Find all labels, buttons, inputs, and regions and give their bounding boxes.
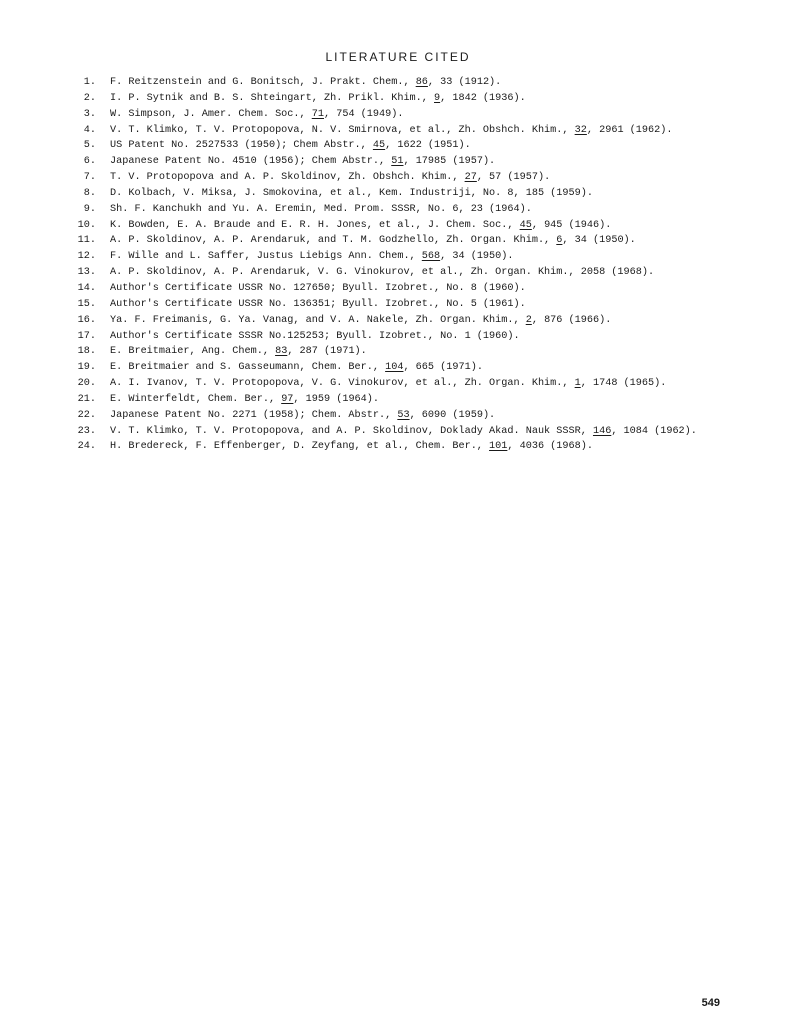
reference-segment: , 57 (1957). xyxy=(476,172,551,184)
reference-item xyxy=(72,439,772,455)
volume-number: 71 xyxy=(311,108,324,120)
reference-segment: , 17985 (1957). xyxy=(403,156,496,168)
reference-number: 2. xyxy=(83,92,96,104)
reference-segment: T. V. Protopopova and A. P. Skoldinov, Zh. Obshch. Khim., xyxy=(110,172,465,184)
reference-item xyxy=(72,154,772,170)
reference-segment: , 876 (1966). xyxy=(531,314,612,326)
reference-item xyxy=(72,123,772,139)
reference-text xyxy=(110,439,593,455)
reference-segment: E. Breitmaier, Ang. Chem., xyxy=(110,346,276,358)
reference-item xyxy=(72,297,772,313)
volume-number: 568 xyxy=(421,251,441,263)
reference-number: 18. xyxy=(77,346,96,358)
reference-text xyxy=(110,107,403,123)
reference-number: 17. xyxy=(77,330,96,342)
reference-segment: Japanese Patent No. 2271 (1958); Chem. Abstr., xyxy=(110,409,398,421)
reference-number: 16. xyxy=(77,314,96,326)
reference-segment: , 1084 (1962). xyxy=(611,425,697,437)
reference-text xyxy=(110,360,483,376)
reference-item xyxy=(72,265,772,281)
reference-item xyxy=(72,344,772,360)
reference-segment: , 287 (1971). xyxy=(287,346,367,358)
reference-item xyxy=(72,91,772,107)
reference-segment: Sh. F. Kanchukh and Yu. A. Eremin, Med. Prom. SSSR, No. 6, 23 (1964). xyxy=(110,203,532,215)
reference-segment: W. Simpson, J. Amer. Chem. Soc., xyxy=(110,108,312,120)
reference-segment: Japanese Patent No. 4510 (1956); Chem Abstr., xyxy=(110,156,392,168)
reference-text xyxy=(110,138,471,154)
reference-item xyxy=(72,233,772,249)
reference-text xyxy=(110,344,367,360)
reference-number: 3. xyxy=(83,108,96,120)
reference-text xyxy=(110,202,532,218)
reference-segment: H. Bredereck, F. Effenberger, D. Zeyfang, et al., Chem. Ber., xyxy=(110,441,490,453)
volume-number: 146 xyxy=(592,425,612,437)
volume-number: 51 xyxy=(391,156,404,168)
reference-segment: K. Bowden, E. A. Braude and E. R. H. Jones, et al., J. Chem. Soc., xyxy=(110,219,520,231)
volume-number: 45 xyxy=(519,219,532,231)
reference-segment: , 1959 (1964). xyxy=(293,393,380,405)
reference-segment: V. T. Klimko, T. V. Protopopova, N. V. Smirnova, et al., Zh. Obshch. Khim., xyxy=(110,124,575,136)
reference-text xyxy=(110,91,526,107)
reference-text xyxy=(110,249,514,265)
reference-segment: , 6090 (1959). xyxy=(409,409,496,421)
reference-text xyxy=(110,154,495,170)
reference-text xyxy=(110,408,495,424)
volume-number: 86 xyxy=(415,77,428,88)
reference-segment: , 1748 (1965). xyxy=(580,378,667,390)
reference-text xyxy=(110,281,526,297)
volume-number: 83 xyxy=(275,346,288,358)
reference-number: 24. xyxy=(77,441,96,453)
reference-number: 11. xyxy=(77,235,96,247)
reference-segment: A. P. Skoldinov, A. P. Arendaruk, and T. M. Godzhello, Zh. Organ. Khim., xyxy=(110,235,557,247)
reference-segment: Author's Certificate USSR No. 136351; Byull. Izobret., No. 5 (1961). xyxy=(110,298,526,310)
reference-text xyxy=(110,233,636,249)
reference-segment: , 33 (1912). xyxy=(427,77,502,88)
reference-segment: , 34 (1950). xyxy=(562,235,636,247)
reference-item xyxy=(72,313,772,329)
reference-number: 10. xyxy=(77,219,96,231)
reference-item xyxy=(72,376,772,392)
reference-number: 8. xyxy=(83,187,96,199)
reference-text xyxy=(110,376,666,392)
page-number: 549 xyxy=(701,997,720,1009)
reference-text xyxy=(110,392,379,408)
reference-segment: V. T. Klimko, T. V. Protopopova, and A. P. Skoldinov, Doklady Akad. Nauk SSSR, xyxy=(110,425,593,437)
reference-segment: , 4036 (1968). xyxy=(507,441,593,453)
volume-number: 104 xyxy=(385,362,404,374)
reference-segment: Author's Certificate USSR No. 127650; Byull. Izobret., No. 8 (1960). xyxy=(110,282,526,294)
reference-number: 20. xyxy=(77,378,96,390)
volume-number: 32 xyxy=(574,124,587,136)
reference-segment: US Patent No. 2527533 (1950); Chem Abstr., xyxy=(110,140,373,152)
volume-number: 1 xyxy=(574,378,581,390)
reference-item xyxy=(72,329,772,345)
reference-segment: , 1622 (1951). xyxy=(385,140,471,152)
reference-number: 6. xyxy=(83,156,96,168)
reference-number: 12. xyxy=(77,251,96,263)
volume-number: 9 xyxy=(434,92,441,104)
reference-number: 5. xyxy=(83,140,96,152)
reference-number: 19. xyxy=(77,362,96,374)
reference-item xyxy=(72,392,772,408)
volume-number: 53 xyxy=(397,409,410,421)
reference-item xyxy=(72,170,772,186)
reference-number: 13. xyxy=(77,267,96,279)
volume-number: 45 xyxy=(372,140,386,152)
reference-segment: A. P. Skoldinov, A. P. Arendaruk, V. G. Vinokurov, et al., Zh. Organ. Khim., 2058 (1968). xyxy=(110,267,655,279)
volume-number: 97 xyxy=(281,393,294,405)
reference-number: 1. xyxy=(83,77,96,88)
volume-number: 6 xyxy=(556,235,563,247)
reference-segment: I. P. Sytnik and B. S. Shteingart, Zh. Prikl. Khim., xyxy=(110,92,435,104)
reference-segment: D. Kolbach, V. Miksa, J. Smokovina, et al., Kem. Industriji, No. 8, 185 (1959). xyxy=(110,187,593,199)
reference-number: 4. xyxy=(83,124,96,136)
reference-item xyxy=(72,424,772,440)
reference-number: 15. xyxy=(77,298,96,310)
reference-segment: , 1842 (1936). xyxy=(440,92,526,104)
reference-segment: E. Winterfeldt, Chem. Ber., xyxy=(110,393,282,405)
reference-item xyxy=(72,107,772,123)
reference-item xyxy=(72,218,772,234)
reference-item xyxy=(72,360,772,376)
reference-text xyxy=(110,313,611,329)
volume-number: 2 xyxy=(525,314,532,326)
reference-text xyxy=(110,123,672,139)
reference-text xyxy=(110,75,501,91)
reference-number: 23. xyxy=(77,425,96,437)
reference-segment: , 665 (1971). xyxy=(403,362,483,374)
reference-segment: , 754 (1949). xyxy=(323,108,404,120)
reference-segment: F. Reitzenstein and G. Bonitsch, J. Prakt. Chem., xyxy=(110,77,416,88)
reference-segment: , 34 (1950). xyxy=(440,251,514,263)
reference-text xyxy=(110,297,526,313)
reference-item xyxy=(72,408,772,424)
reference-segment: Author's Certificate SSSR No.125253; Byull. Izobret., No. 1 (1960). xyxy=(110,330,520,342)
reference-text xyxy=(110,186,593,202)
reference-number: 7. xyxy=(83,172,96,184)
reference-segment: F. Wille and L. Saffer, Justus Liebigs Ann. Chem., xyxy=(110,251,422,263)
reference-list xyxy=(72,75,772,455)
reference-item xyxy=(72,75,772,91)
reference-number: 9. xyxy=(83,203,96,215)
reference-segment: , 945 (1946). xyxy=(531,219,612,231)
reference-segment: , 2961 (1962). xyxy=(586,124,673,136)
volume-number: 27 xyxy=(464,172,477,184)
reference-item xyxy=(72,138,772,154)
reference-number: 21. xyxy=(77,393,96,405)
reference-item xyxy=(72,249,772,265)
reference-number: 22. xyxy=(77,409,96,421)
reference-item xyxy=(72,186,772,202)
reference-text xyxy=(110,424,697,440)
reference-text xyxy=(110,170,550,186)
volume-number: 101 xyxy=(489,441,508,453)
reference-item xyxy=(72,202,772,218)
reference-number: 14. xyxy=(77,282,96,294)
reference-text xyxy=(110,329,520,345)
reference-text xyxy=(110,265,654,281)
reference-segment: Ya. F. Freimanis, G. Ya. Vanag, and V. A. Nakele, Zh. Organ. Khim., xyxy=(110,314,526,326)
reference-text xyxy=(110,218,611,234)
reference-item xyxy=(72,281,772,297)
reference-segment: E. Breitmaier and S. Gasseumann, Chem. Ber., xyxy=(110,362,386,374)
section-heading: LITERATURE CITED xyxy=(325,50,471,64)
reference-segment: A. I. Ivanov, T. V. Protopopova, V. G. Vinokurov, et al., Zh. Organ. Khim., xyxy=(110,378,575,390)
